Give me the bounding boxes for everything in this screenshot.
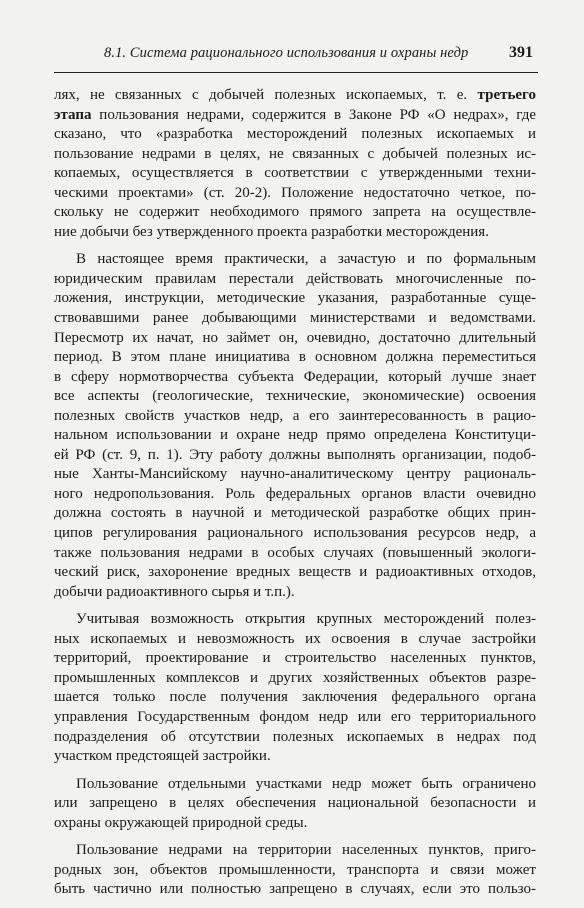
text-segment: ные Ханты-Мансийскому научно-аналитическому центру рациональ-	[54, 466, 536, 483]
text-segment: В настоящее время практически, а зачастую и по формальным	[76, 251, 536, 268]
bold-term: этапа	[54, 106, 92, 123]
text-segment: управления Государственным фондом недр или его территориального	[54, 708, 536, 725]
text-segment: пользование недрами в целях, не связанных с добычей полезных ис-	[54, 145, 536, 162]
text-line	[54, 329, 536, 349]
text-segment: ние добычи без утвержденного проекта разработки месторождения.	[54, 223, 489, 240]
text-line	[54, 348, 536, 368]
text-line	[54, 841, 536, 861]
text-line	[54, 309, 536, 329]
text-line	[54, 86, 536, 106]
text-line	[54, 368, 536, 388]
text-line	[54, 861, 536, 881]
paragraph	[54, 841, 536, 900]
text-line	[54, 583, 536, 603]
text-segment: подразделения об отсутствии полезных ископаемых в недрах под	[54, 728, 536, 745]
text-segment: быть частично или полностью запрещено в случаях, если это пользо-	[54, 881, 536, 898]
paragraph	[54, 250, 536, 602]
text-segment: добычи радиоактивного сырья и т.п.).	[54, 583, 295, 600]
text-segment: скольку не содержит необходимого прямого запрета на осуществле-	[54, 204, 536, 221]
paragraph	[54, 775, 536, 834]
text-line	[54, 524, 536, 544]
text-line	[54, 794, 536, 814]
text-segment: ей РФ (ст. 9, п. 1). Эту работу должны выполнять организации, подоб-	[54, 446, 536, 463]
text-line	[54, 387, 536, 407]
text-line	[54, 184, 536, 204]
text-segment: Пересмотр их начат, но займет он, очевидно, достаточно длительный	[54, 329, 536, 346]
paragraph	[54, 86, 536, 242]
text-segment: период. В этом плане инициатива в основном должна переместиться	[54, 349, 536, 366]
text-line	[54, 270, 536, 290]
text-segment: или запрещено в целях обеспечения национальной безопасности и	[54, 795, 536, 812]
text-line	[54, 688, 536, 708]
text-segment: охраны окружающей природной среды.	[54, 814, 308, 831]
text-line	[54, 708, 536, 728]
text-segment: ного недропользования. Роль федеральных органов власти очевидно	[54, 485, 536, 502]
text-line	[54, 250, 536, 270]
page-body	[54, 86, 536, 908]
text-line	[54, 289, 536, 309]
text-segment: все аспекты (геологические, технические, экономические) освоения	[54, 388, 536, 405]
text-segment: Пользование недрами на территории населенных пунктов, приго-	[76, 842, 536, 859]
text-line	[54, 164, 536, 184]
text-line	[54, 223, 536, 243]
text-line	[54, 728, 536, 748]
text-segment: полезных свойств участков недр, а его заинтересованность в рацио-	[54, 407, 536, 424]
text-line	[54, 504, 536, 524]
text-line	[54, 775, 536, 795]
text-segment: ческими проектами» (ст. 20-2). Положение недостаточно четкое, по-	[54, 184, 536, 201]
text-segment: промышленных комплексов и других хозяйственных объектов разре-	[54, 669, 536, 686]
text-line	[54, 610, 536, 630]
text-line	[54, 563, 536, 583]
text-line	[54, 446, 536, 466]
text-segment: ципов регулирования рационального использования ресурсов недр, а	[54, 525, 536, 542]
paragraph	[54, 610, 536, 766]
text-line	[54, 630, 536, 650]
text-line	[54, 407, 536, 427]
text-segment: Учитывая возможность открытия крупных месторождений полез-	[76, 611, 536, 628]
text-line	[54, 814, 536, 834]
text-line	[54, 649, 536, 669]
text-segment: пользования недрами, содержится в Законе РФ «О недрах», где	[91, 106, 536, 123]
text-line	[54, 544, 536, 564]
text-segment: территорий, проектирование и строительство населенных пунктов,	[54, 650, 536, 667]
text-segment: также пользования недрами в особых случаях (повышенный экологи-	[54, 544, 536, 561]
page-number: 391	[509, 44, 533, 61]
page-header	[0, 0, 584, 72]
text-line	[54, 485, 536, 505]
text-segment: Пользование отдельными участками недр может быть ограничено	[76, 775, 536, 792]
text-line	[54, 125, 536, 145]
text-segment: шается только после получения заключения федерального органа	[54, 689, 536, 706]
text-segment: ческий риск, захоронение вредных веществ и радиоактивных отходов,	[54, 564, 536, 581]
text-line	[54, 106, 536, 126]
text-segment: родных зон, объектов промышленности, транспорта и связи может	[54, 861, 536, 878]
text-segment: в сферу нормотворчества субъекта Федерации, который лучше знает	[54, 368, 536, 385]
text-segment: ствовавшими ранее добывающими министерствами и ведомствами.	[54, 310, 536, 327]
text-segment: нальном использовании и охране недр прямо определена Конституци-	[54, 427, 536, 444]
text-line	[54, 880, 536, 900]
text-line	[54, 426, 536, 446]
running-title: 8.1. Система рационального использования и охраны недр	[104, 45, 469, 61]
text-line	[54, 465, 536, 485]
text-line	[54, 203, 536, 223]
bold-term: третьего	[477, 87, 536, 103]
text-line	[54, 747, 536, 767]
text-segment: сказано, что «разработка месторождений полезных ископаемых и	[54, 126, 536, 143]
text-segment: юридическим правилам перестали действовать многочисленные по-	[54, 270, 536, 287]
text-segment: лях, не связанных с добычей полезных ископаемых, т. е.	[54, 87, 478, 103]
text-segment: ных ископаемых и невозможность их освоения в случае застройки	[54, 630, 536, 647]
text-segment: копаемых, осуществляется в соответствии с утвержденными техни-	[54, 165, 536, 182]
text-line	[54, 145, 536, 165]
text-line	[54, 669, 536, 689]
header-rule	[54, 72, 538, 73]
text-segment: участком предстоящей застройки.	[54, 748, 271, 765]
text-segment: должна состоять в научной и методической разработке общих прин-	[54, 505, 536, 522]
text-segment: ложения, инструкции, методические указания, разработанные суще-	[54, 290, 536, 307]
